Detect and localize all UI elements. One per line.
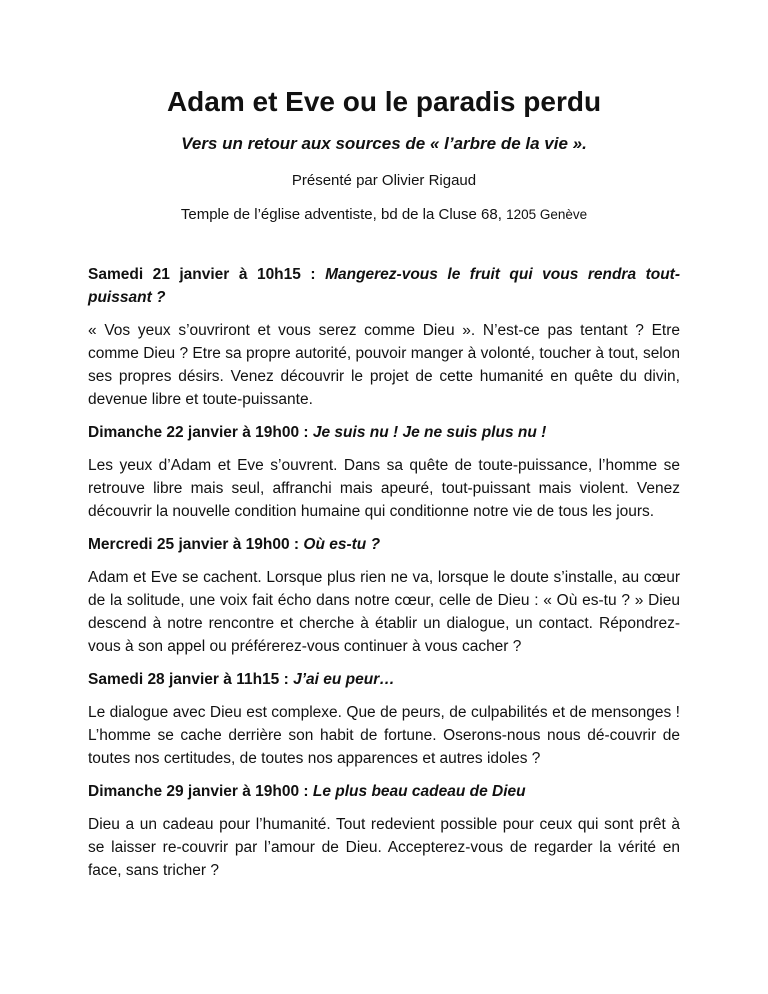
- session-description: « Vos yeux s’ouvriront et vous serez comme Dieu ». N’est-ce pas tentant ? Etre comme Dieu ? Etre sa propre autorité, pouvoir manger à volonté, toucher à tout, selon ses propres désirs. Venez découvrir le projet de cette humanité en quête du divin, devenue libre et toute-puissante.: [88, 322, 680, 408]
- session-topic: Le plus beau cadeau de Dieu: [312, 783, 526, 800]
- session-heading: [88, 668, 680, 691]
- session-description: Dieu a un cadeau pour l’humanité. Tout redevient possible pour ceux qui sont prêt à se laisser re-couvrir par l’amour de Dieu. Accepterez-vous de regarder la vérité en face, sans tricher ?: [88, 816, 680, 879]
- session-heading: [88, 533, 680, 556]
- venue-address: Temple de l’église adventiste, bd de la Cluse 68,: [180, 206, 502, 223]
- session-topic: J’ai eu peur…: [293, 671, 395, 688]
- session-heading: [88, 780, 680, 803]
- session-date: Dimanche 29 janvier à 19h00 :: [88, 783, 309, 800]
- presenter-line: Présenté par Olivier Rigaud: [291, 172, 477, 189]
- session-heading: [88, 421, 680, 444]
- session-heading: [88, 263, 680, 309]
- session-description: Les yeux d’Adam et Eve s’ouvrent. Dans sa quête de toute-puissance, l’homme se retrouve libre mais seul, affranchi mais apeuré, tout-puissant mais violent. Venez découvrir la nouvelle condition humaine qui conditionne notre vie de tous les jours.: [88, 457, 680, 520]
- session-topic: Mangerez-vous le fruit qui vous rendra tout-puissant ?: [88, 266, 680, 306]
- session-date: Samedi 21 janvier à 10h15 :: [88, 266, 316, 283]
- session-list: [88, 263, 680, 882]
- session-description: Le dialogue avec Dieu est complexe. Que de peurs, de culpabilités et de mensonges ! L’homme se cache derrière son habit de fortune. Oserons-nous nous dé-couvrir de toutes nos certitudes, de toutes nos apparences et autres idoles ?: [88, 704, 680, 767]
- session-item: [88, 780, 680, 882]
- session-date: Mercredi 25 janvier à 19h00 :: [88, 536, 300, 553]
- session-item: [88, 421, 680, 523]
- session-item: [88, 668, 680, 770]
- venue-city: 1205 Genève: [506, 207, 588, 222]
- session-description: Adam et Eve se cachent. Lorsque plus rien ne va, lorsque le doute s’installe, au cœur de la solitude, une voix fait écho dans notre cœur, celle de Dieu : « Où es-tu ? » Dieu descend à notre rencontre et cherche à établir un dialogue, un contact. Répondrez-vous à son appel ou préférerez-vous continuer à vous cacher ?: [88, 569, 680, 655]
- session-item: [88, 263, 680, 411]
- session-date: Dimanche 22 janvier à 19h00 :: [88, 424, 309, 441]
- document-title: Adam et Eve ou le paradis perdu: [166, 86, 602, 117]
- session-topic: Où es-tu ?: [303, 536, 381, 553]
- session-topic: Je suis nu ! Je ne suis plus nu !: [312, 424, 547, 441]
- venue-line: [88, 204, 680, 226]
- document-subtitle: Vers un retour aux sources de « l’arbre de la vie ».: [181, 134, 587, 153]
- session-date: Samedi 28 janvier à 11h15 :: [88, 671, 289, 688]
- session-item: [88, 533, 680, 658]
